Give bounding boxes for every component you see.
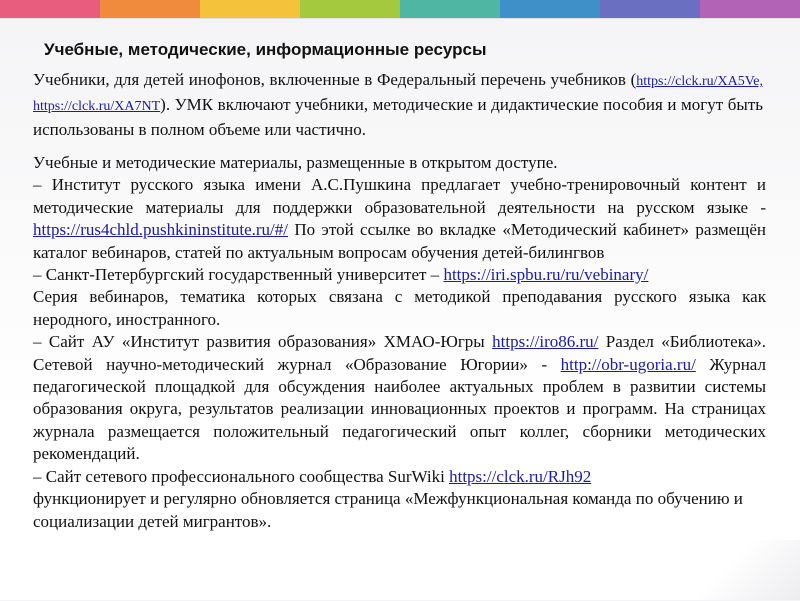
link-iro86[interactable]: https://iro86.ru/ [492,332,599,352]
link-spbu-webinars[interactable]: https://iri.spbu.ru/ru/vebinary/ [443,265,649,285]
intro-paragraph [33,68,763,141]
stripe-segment [100,0,200,18]
link-surwiki[interactable]: https://clck.ru/RJh92 [449,466,592,486]
stripe-segment [600,0,700,18]
stripe-segment [500,0,600,18]
paragraph-text: – Сайт сетевого профессионального сообщества SurWiki [33,466,450,486]
paragraph-text: функционирует и регулярно обновляется страница «Межфункциональная команда по обучению и социализации детей мигрантов». [33,489,743,531]
webinars-paragraph: Серия вебинаров, тематика которых связана с методикой преподавания русского языка как неродного, иностранного. [33,287,766,329]
paragraph-text: – Сайт АУ «Институт развития образования» ХМАО-Югры [33,332,493,352]
pushkin-institute-paragraph [33,174,766,264]
paragraph-text: Раздел «Библиотека». Сетевой научно-методический журнал «Образование Югории» - [33,332,766,374]
link-clck-xa5ve[interactable]: https://clck.ru/XA5Ve, [636,74,763,89]
link-obr-ugoria[interactable]: http://obr-ugoria.ru/ [560,354,696,374]
paragraph-text: – Институт русского языка имени А.С.Пушкина предлагает учебно-тренировочный контент и методические материалы для поддержки образовательной деятельности на русском языке - [33,175,766,217]
intro-text: Учебники, для детей инофонов, включенные в Федеральный перечень учебников ( [33,70,637,89]
open-access-intro: Учебные и методические материалы, размещенные в открытом доступе. [33,153,558,172]
link-pushkin-institute[interactable]: https://rus4chld.pushkininstitute.ru/#/ [33,220,288,240]
resources-body [33,152,766,533]
stripe-segment [400,0,500,18]
spbu-paragraph [33,264,766,286]
top-color-stripe [0,0,800,18]
decorative-corner [680,540,800,600]
stripe-segment [200,0,300,18]
stripe-segment [0,0,100,18]
iro86-paragraph [33,331,766,465]
paragraph-text: – Санкт-Петербургский государственный университет – [33,265,444,285]
intro-text-end: ). УМК включают учебники, методические и дидактические пособия и могут быть использованы в полном объеме или частично. [33,95,763,139]
stripe-segment [300,0,400,18]
link-clck-xa7nt[interactable]: https://clck.ru/XA7NT [33,99,161,114]
paragraph-text: Журнал педагогической площадкой для обсуждения наиболее актуальных проблем в развитии системы образования округа, результатов реализации инновационных проектов и программ. На страницах журнала размещается положительный педагогический опыт коллег, сборники методических рекомендаций. [33,354,766,464]
page-title: Учебные, методические, информационные ресурсы [44,40,487,59]
paragraph-text: По этой ссылке во вкладке «Методический кабинет» размещён каталог вебинаров, статей по актуальным вопросам обучения детей-билингвов [33,220,766,262]
surwiki-paragraph [33,466,766,533]
stripe-segment [700,0,800,18]
